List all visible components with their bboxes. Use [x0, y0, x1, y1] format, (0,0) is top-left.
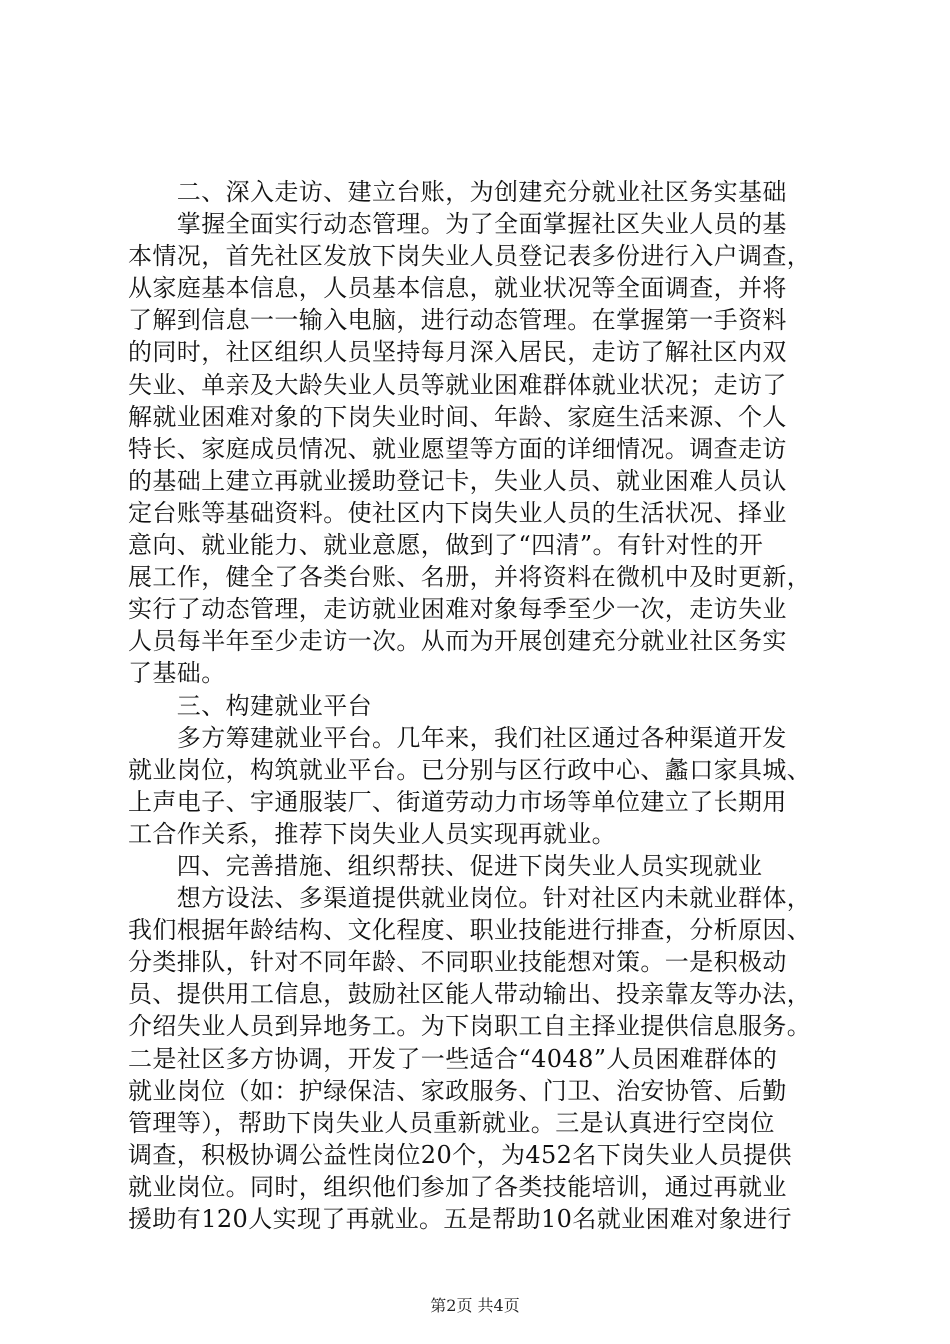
text-line: 想方设法、多渠道提供就业岗位。针对社区内未就业群体，	[128, 884, 812, 913]
text-line: 意向、就业能力、就业意愿，做到了“四清”。有针对性的开	[128, 531, 764, 560]
text-line: 展工作，健全了各类台账、名册，并将资料在微机中及时更新，	[128, 563, 812, 592]
section-heading: 四、完善措施、组织帮扶、促进下岗失业人员实现就业	[128, 851, 763, 880]
text-line: 的同时，社区组织人员坚持每月深入居民，走访了解社区内双	[128, 338, 787, 367]
text-line: 从家庭基本信息，人员基本信息，就业状况等全面调查，并将	[128, 274, 787, 303]
text-line: 二、深入走访、建立台账，为创建充分就业社区务实基础	[128, 178, 787, 206]
text-line: 掌握全面实行动态管理。为了全面掌握社区失业人员的基	[128, 210, 787, 239]
document-body	[128, 176, 828, 1235]
text-line: 了基础。	[128, 659, 226, 688]
text-line: 工合作关系，推荐下岗失业人员实现再就业。	[128, 819, 616, 848]
text-line: 上声电子、宇通服装厂、街道劳动力市场等单位建立了长期用	[128, 787, 787, 816]
text-line: 就业岗位。同时，组织他们参加了各类技能培训，通过再就业	[128, 1172, 787, 1201]
text-line: 定台账等基础资料。使社区内下岗失业人员的生活状况、择业	[128, 498, 787, 527]
text-line: 我们根据年龄结构、文化程度、职业技能进行排查，分析原因、	[128, 916, 812, 945]
text-line: 介绍失业人员到异地务工。为下岗职工自主择业提供信息服务。	[128, 1012, 812, 1041]
text-line: 人员每半年至少走访一次。从而为开展创建充分就业社区务实	[128, 627, 787, 656]
text-line: 就业岗位，构筑就业平台。已分别与区行政中心、蠡口家具城、	[128, 755, 812, 784]
text-line: 二是社区多方协调，开发了一些适合“4048”人员困难群体的	[128, 1044, 778, 1073]
section-heading: 三、构建就业平台	[128, 691, 372, 720]
page-footer	[0, 1296, 950, 1316]
text-line: 管理等），帮助下岗失业人员重新就业。三是认真进行空岗位	[128, 1108, 775, 1137]
text-line: 援助有120人实现了再就业。五是帮助10名就业困难对象进行	[128, 1205, 792, 1233]
text-line: 了解到信息一一输入电脑，进行动态管理。在掌握第一手资料	[128, 306, 787, 335]
text-line: 实行了动态管理，走访就业困难对象每季至少一次，走访失业	[128, 595, 787, 624]
text-line: 失业、单亲及大龄失业人员等就业困难群体就业状况；走访了	[128, 370, 787, 399]
text-line: 的基础上建立再就业援助登记卡，失业人员、就业困难人员认	[128, 466, 787, 495]
text-line: 特长、家庭成员情况、就业愿望等方面的详细情况。调查走访	[128, 434, 787, 463]
text-line: 调查，积极协调公益性岗位20个，为452名下岗失业人员提供	[128, 1140, 792, 1169]
text-line: 本情况，首先社区发放下岗失业人员登记表多份进行入户调查，	[128, 242, 812, 271]
text-line: 分类排队，针对不同年龄、不同职业技能想对策。一是积极动	[128, 948, 787, 977]
text-line: 员、提供用工信息，鼓励社区能人带动输出、投亲靠友等办法，	[128, 980, 812, 1009]
text-line: 解就业困难对象的下岗失业时间、年龄、家庭生活来源、个人	[128, 402, 787, 431]
text-line: 多方筹建就业平台。几年来，我们社区通过各种渠道开发	[128, 723, 787, 752]
page-number-label: 第2页 共4页	[430, 1296, 520, 1315]
text-line: 就业岗位（如：护绿保洁、家政服务、门卫、治安协管、后勤	[128, 1076, 787, 1105]
